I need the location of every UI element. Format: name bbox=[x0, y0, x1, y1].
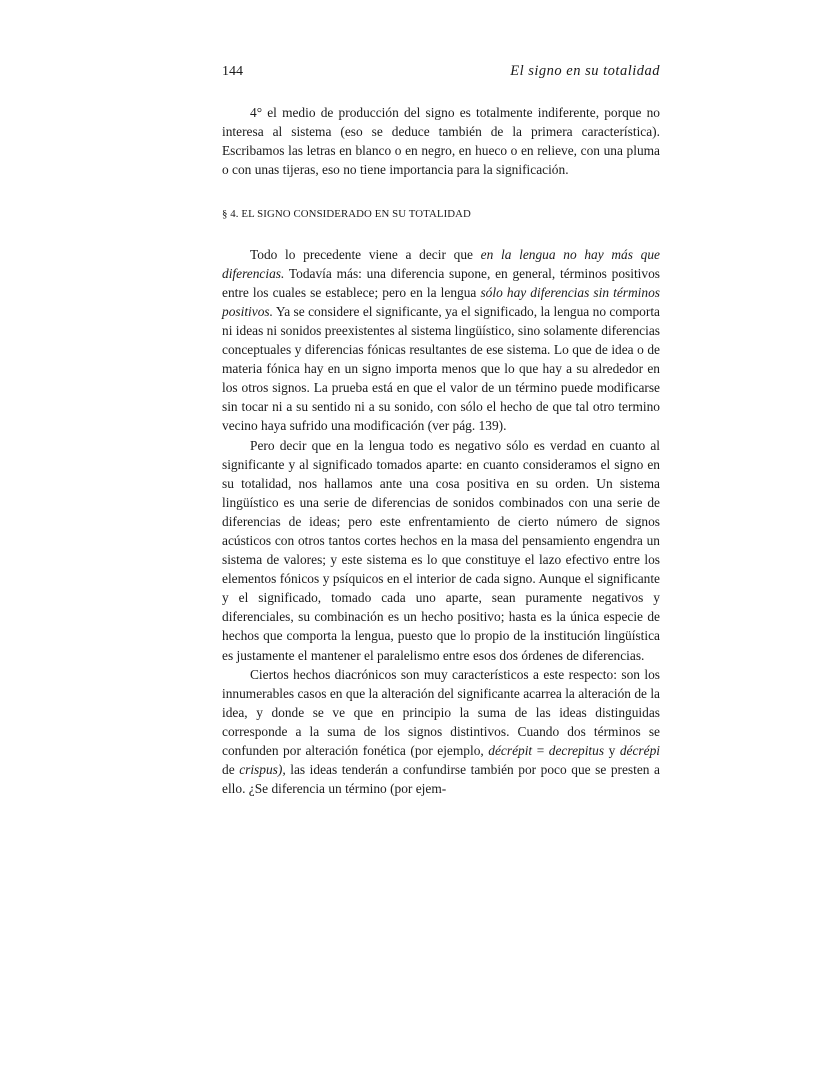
text-run: y bbox=[604, 743, 620, 758]
page-number: 144 bbox=[222, 64, 243, 79]
text-run: las ideas tenderán a confundirse también por poco que se presten a ello. ¿Se diferencia un término (por ejem- bbox=[222, 762, 660, 797]
italic-run: sólo hay diferencias sin términos positivos. bbox=[222, 284, 660, 319]
italic-run: decrepitus bbox=[548, 743, 605, 758]
italic-run: crispus), bbox=[239, 762, 286, 778]
italic-run: en la lengua no hay más que diferencias. bbox=[222, 246, 660, 281]
book-page bbox=[222, 62, 660, 798]
running-title: El signo en su totalidad bbox=[510, 63, 660, 79]
text-run: Ya se considere el significante, ya el significado, la lengua no comporta ni ideas ni sonidos preexistentes al sistema lingüístico, sino solamente diferencias conceptuales y diferencias fónicas resultantes de ese sistema. Lo que de idea o de materia fónica hay en un signo importa menos que lo que hay a su alrededor en los otros signos. La prueba está en que el valor de un término puede modificarse sin tocar ni a su sentido ni a su sonido, con sólo el hecho de que tal otro termino vecino haya sufrido una modificación (ver pág. 139). bbox=[222, 303, 660, 434]
section-heading: § 4. EL SIGNO CONSIDERADO EN SU TOTALIDAD bbox=[222, 208, 471, 221]
page-header bbox=[222, 62, 660, 81]
text-run: Ciertos hechos diacrónicos son muy característicos a este respecto: son los innumerables casos en que la alteración del significante acarrea la alteración de la idea, y donde se ve que en principio la suma de las ideas distinguidas corresponde a la suma de los signos distintivos. Cuando dos términos se confunden por alteración fonética (por ejemplo, bbox=[222, 666, 660, 758]
paragraph-signo-totalidad: Pero decir que en la lengua todo es negativo sólo es verdad en cuanto al significante y al significado tomados aparte: en cuanto consideramos el signo en su totalidad, nos hallamos ante una cosa positiva en su orden. Un sistema lingüístico es una serie de diferencias de sonidos combinados con una serie de diferencias de ideas; pero este enfrentamiento de cierto número de signos acústicos con otros tantos cortes hechos en la masa del pensamiento engendra un sistema de valores; y este sistema es lo que constituye el lazo efectivo entre los elementos fónicos y psíquicos en el interior de cada signo. Aunque el significante y el significado, tomado cada uno aparte, sean puramente negativos y diferenciales, su combinación es un hecho positivo; hasta es la única especie de hechos que comporta la lengua, puesto que lo propio de la institución lingüística es justamente el mantener el paralelismo entre esos dos órdenes de diferencias. bbox=[222, 437, 660, 663]
text-run: = bbox=[532, 743, 549, 758]
italic-run: décrépi bbox=[619, 743, 660, 758]
paragraph-diferencias bbox=[222, 245, 660, 436]
text-run: Todavía más: una diferencia supone, en general, términos positivos entre los cuales se establece; pero en la lengua bbox=[222, 265, 660, 300]
paragraph-hechos-diacronicos bbox=[222, 665, 660, 799]
paragraph-medio-produccion: 4° el medio de producción del signo es totalmente indiferente, porque no interesa al sistema (eso se deduce también de la primera característica). Escribamos las letras en blanco o en negro, en hueco o en relieve, con una pluma o con unas tijeras, eso no tiene importancia para la significación. bbox=[222, 105, 660, 178]
text-run: Todo lo precedente viene a decir que bbox=[250, 246, 481, 262]
text-run: de bbox=[222, 762, 240, 778]
italic-run: décrépit bbox=[488, 743, 533, 758]
